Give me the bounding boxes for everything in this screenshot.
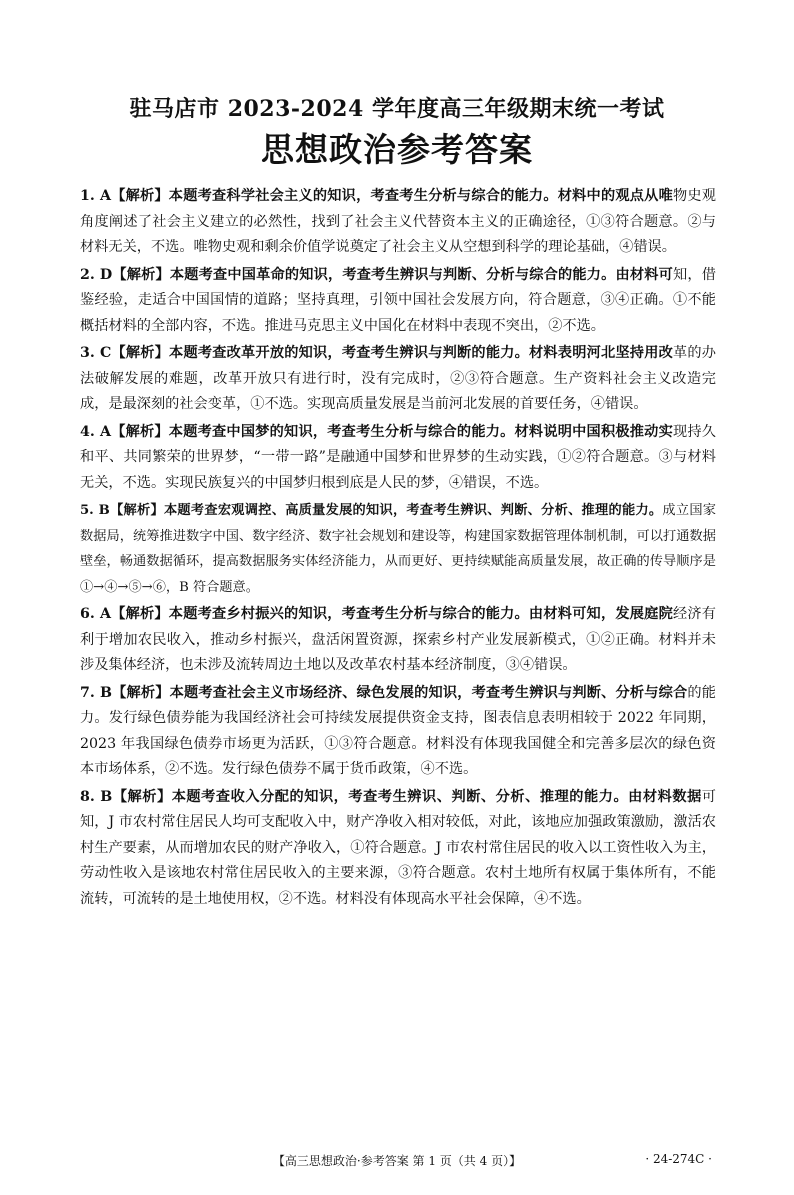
answer-item-3 <box>80 341 716 418</box>
answer-body: 经济有利于增加农民收入，推动乡村振兴，盘活闲置资源，探索乡村产业发展新模式，①②正确。材料并未涉及集体经济，也未涉及流转周边土地以及改革农村基本经济制度，③④错误。 <box>80 606 716 673</box>
answer-item-5 <box>80 498 716 600</box>
answer-list <box>80 184 716 914</box>
answer-lead: 6. A【解析】本题考查乡村振兴的知识，考查考生分析与综合的能力。由材料可知，发展庭院 <box>80 606 673 622</box>
answer-lead: 8. B【解析】本题考查收入分配的知识，考查考生辨识、判断、分析、推理的能力。由材料数据 <box>80 788 702 805</box>
answer-body: 知，借鉴经验，走适合中国国情的道路；坚持真理，引领中国社会发展方向，符合题意，③④正确。①不能概括材料的全部内容，不选。推进马克思主义中国化在材料中表现不突出，②不选。 <box>80 266 716 334</box>
answer-body: 物史观角度阐述了社会主义建立的必然性，找到了社会主义代替资本主义的正确途径，①③符合题意。②与材料无关，不选。唯物史观和剩余价值学说奠定了社会主义从空想到科学的理论基础，④错误。 <box>80 188 716 255</box>
answer-item-8 <box>80 785 716 913</box>
answer-item-2 <box>80 263 716 340</box>
answer-body: 革的办法破解发展的难题，改革开放只有进行时，没有完成时，②③符合题意。生产资料社会主义改造完成，是最深刻的社会变革，①不选。实现高质量发展是当前河北发展的首要任务，④错误。 <box>80 345 716 412</box>
answer-item-1 <box>80 184 716 261</box>
answer-body: 现持久和平、共同繁荣的世界梦，“一带一路”是融通中国梦和世界梦的生动实践，①②符合题意。③与材料无关，不选。实现民族复兴的中国梦归根到底是人民的梦，④错误，不选。 <box>80 423 716 491</box>
answer-lead: 2. D【解析】本题考查中国革命的知识，考查考生辨识与判断、分析与综合的能力。由材料可 <box>80 266 674 283</box>
answer-body: 的能力。发行绿色债券能为我国经济社会可持续发展提供资金支持，图表信息表明相较于 2022 年同期，2023 年我国绿色债券市场更为活跃，①③符合题意。材料没有体现我国健全和完善多层次的绿色资本市场体系，②不选。发行绿色债券不属于货币政策，④不选。 <box>80 684 716 777</box>
answer-body: 成立国家数据局，统筹推进数字中国、数字经济、数字社会规划和建设等，构建国家数据管理体制机制，可以打通数据壁垒，畅通数据循环，提高数据服务实体经济能力，从而更好、更持续赋能高质量发展，故正确的传导顺序是①→④→⑤→⑥，B 符合题意。 <box>80 503 716 595</box>
answer-lead: 1. A【解析】本题考查科学社会主义的知识，考查考生分析与综合的能力。材料中的观点从唯 <box>80 188 673 204</box>
document-title: 思想政治参考答案 <box>261 130 533 169</box>
exam-title: 驻马店市 2023-2024 学年度高三年级期末统一考试 <box>129 96 665 122</box>
answer-item-7 <box>80 681 716 783</box>
answer-lead: 4. A【解析】本题考查中国梦的知识，考查考生分析与综合的能力。材料说明中国积极推动实 <box>80 423 673 440</box>
document-code: · 24-274C · <box>645 1152 712 1166</box>
page-footer <box>0 1152 794 1174</box>
answer-item-6 <box>80 602 716 679</box>
answer-lead: 3. C【解析】本题考查改革开放的知识，考查考生辨识与判断的能力。材料表明河北坚持用改 <box>80 345 673 361</box>
answer-body: 可知，J 市农村常住居民人均可支配收入中，财产净收入相对较低，对此，该地应加强政策激励，激活农村生产要素，从而增加农民的财产净收入，①符合题意。J 市农村常住居民的收入以工资性收入为主，劳动性收入是该地农村常住居民收入的主要来源，③符合题意。农村土地所有权属于集体所有，不能流转，可流转的是土地使用权，②不选。材料没有体现高水平社会保障，④不选。 <box>80 788 716 907</box>
answer-lead: 5. B【解析】本题考查宏观调控、高质量发展的知识，考查考生辨识、判断、分析、推理的能力。 <box>80 503 663 518</box>
answer-item-4 <box>80 420 716 497</box>
answer-lead: 7. B【解析】本题考查社会主义市场经济、绿色发展的知识，考查考生辨识与判断、分析与综合 <box>80 684 688 701</box>
page-footer-label: 【高三思想政治·参考答案 第 1 页（共 4 页）】 <box>272 1154 522 1168</box>
